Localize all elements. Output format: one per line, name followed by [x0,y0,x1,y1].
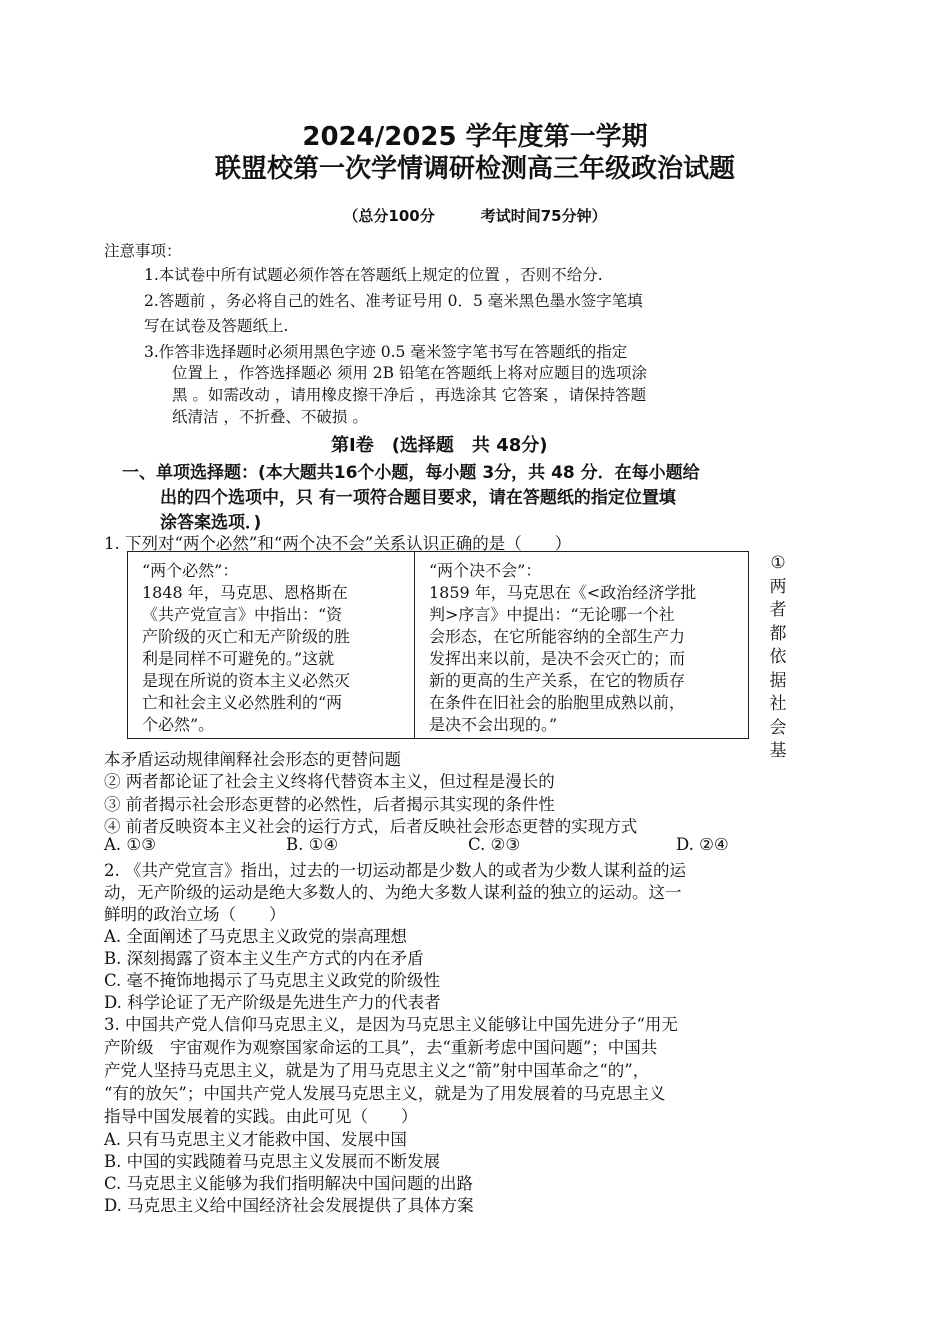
vertical-char: ① [770,553,786,573]
exam-title-line2: 联盟校第一次学情调研检测高三年级政治试题 [214,154,735,184]
q1-option1-continuation: 本矛盾运动规律阐释社会形态的更替问题 [104,750,401,769]
q3-stem-line3: 产党人坚持马克思主义，就是为了用马克思主义之“箭”射中国革命之“的”， [104,1061,650,1080]
cell-line: 是决不会出现的。” [429,715,558,734]
note-item-2-line2: 写在试卷及答题纸上. [144,317,289,335]
note-item-3-line4: 纸清洁 ，不折叠、不破损 。 [172,408,368,426]
q3-option-a: A. 只有马克思主义才能救中国、发展中国 [104,1130,407,1149]
cell-line: 发挥出来以前，是决不会灭亡的；而 [429,649,686,668]
q1-choice-b: B. ①④ [286,835,339,854]
q1-material-table [127,551,749,739]
q1-choice-a: A. ①③ [104,835,156,854]
note-item-3-line3: 黑 。如需改动 ，请用橡皮擦干净后 ，再选涂其 它答案 ，请保持答题 [172,386,647,404]
notes-heading: 注意事项： [104,242,182,260]
section-instruction-line3: 涂答案选项．) [160,513,262,533]
cell-line: 新的更高的生产关系，在它的物质存 [429,671,686,690]
q2-stem-line2: 动，无产阶级的运动是绝大多数人的、为绝大多数人谋利益的独立的运动。这一 [104,883,682,902]
vertical-char: 者 [769,600,787,620]
q2-stem-line3: 鲜明的政治立场（ ） [104,905,286,924]
section-instruction-line2: 出的四个选项中，只 有一项符合题目要求，请在答题纸的指定位置填 [160,488,676,508]
q1-two-inevitabilities-cell [128,552,415,738]
vertical-char: 基 [769,741,787,761]
cell-line: 会形态，在它所能容纳的全部生产力 [429,627,686,646]
q2-option-d: D. 科学论证了无产阶级是先进生产力的代表者 [104,993,441,1012]
cell-line: 利是同样不可避免的。”这就 [142,649,335,668]
cell-line: 判>序言》中提出：“无论哪一个社 [429,605,675,624]
vertical-char: 都 [769,623,787,644]
part-title: 第Ⅰ卷 (选择题 共 48分) [331,435,548,456]
section-instruction-line1: 一、单项选择题：(本大题共16个小题，每小题 3分，共 48 分．在每小题给 [122,463,700,483]
note-item-2-line1: 2.答题前 ，务必将自己的姓名、准考证号用 0．5 毫米黑色墨水签字笔填 [144,292,643,310]
q1-option3: ③ 前者揭示社会形态更替的必然性，后者揭示其实现的条件性 [104,795,555,814]
q1-choice-c: C. ②③ [468,835,521,854]
q1-stem: 1. 下列对“两个必然”和“两个决不会”关系认识正确的是（ ） [104,534,572,553]
cell-line: 1859 年，马克思在《<政治经济学批 [429,583,697,602]
note-item-3-line2: 位置上 ，作答选择题必 须用 2B 铅笔在答题纸上将对应题目的选项涂 [172,364,647,382]
cell-line: 亡和社会主义必然胜利的“两 [142,693,343,712]
q3-stem-line2: 产阶级 宇宙观作为观察国家命运的工具”，去“重新考虑中国问题”；中国共 [104,1038,658,1057]
q3-option-b: B. 中国的实践随着马克思主义发展而不断发展 [104,1152,441,1171]
note-item-3-line1: 3.作答非选择题时必须用黑色字迹 0.5 毫米签字笔书写在答题纸的指定 [144,343,628,361]
q3-stem-line5: 指导中国发展着的实践。由此可见（ ） [104,1107,418,1126]
vertical-char: 依 [769,647,787,667]
q3-option-c: C. 马克思主义能够为我们指明解决中国问题的出路 [104,1174,474,1193]
note-item-1: 1.本试卷中所有试题必须作答在答题纸上规定的位置 ，否则不给分. [144,266,603,284]
exam-time: 考试时间75分钟） [480,207,607,225]
cell-line: 在条件在旧社会的胎胞里成熟以前， [429,693,686,712]
vertical-char: 社 [769,694,787,714]
q1-option1-vertical-text [768,552,788,764]
q2-stem-line1: 2. 《共产党宣言》指出，过去的一切运动都是少数人的或者为少数人谋利益的运 [104,861,686,880]
q1-option2: ② 两者都论证了社会主义终将代替资本主义，但过程是漫长的 [104,772,555,791]
q1-two-nevers-cell [415,552,748,738]
q3-option-d: D. 马克思主义给中国经济社会发展提供了具体方案 [104,1196,474,1215]
vertical-char: 会 [769,717,787,738]
total-score: （总分100分 [343,207,435,225]
exam-title-line1: 2024/2025 学年度第一学期 [302,122,648,152]
cell-line: 《共产党宣言》中指出：“资 [142,605,343,624]
q3-stem-line1: 3. 中国共产党人信仰马克思主义，是因为马克思主义能够让中国先进分子“用无 [104,1015,678,1034]
exam-info [0,205,950,226]
q2-option-c: C. 毫不掩饰地揭示了马克思主义政党的阶级性 [104,971,441,990]
cell-line: 个必然”。 [142,715,215,734]
cell-line: “两个必然”： [142,561,239,580]
vertical-char: 两 [769,576,787,597]
cell-line: “两个决不会”： [429,561,542,580]
q1-choice-d: D. ②④ [676,835,729,854]
q1-option4: ④ 前者反映资本主义社会的运行方式，后者反映社会形态更替的实现方式 [104,817,638,836]
cell-line: 1848 年，马克思、恩格斯在 [142,583,348,602]
vertical-char: 据 [769,670,787,691]
q2-option-b: B. 深刻揭露了资本主义生产方式的内在矛盾 [104,949,424,968]
q2-option-a: A. 全面阐述了马克思主义政党的崇高理想 [104,927,407,946]
q3-stem-line4: “有的放矢”；中国共产党人发展马克思主义，就是为了用发展着的马克思主义 [104,1084,666,1103]
cell-line: 是现在所说的资本主义必然灭 [142,671,351,690]
cell-line: 产阶级的灭亡和无产阶级的胜 [142,627,351,646]
